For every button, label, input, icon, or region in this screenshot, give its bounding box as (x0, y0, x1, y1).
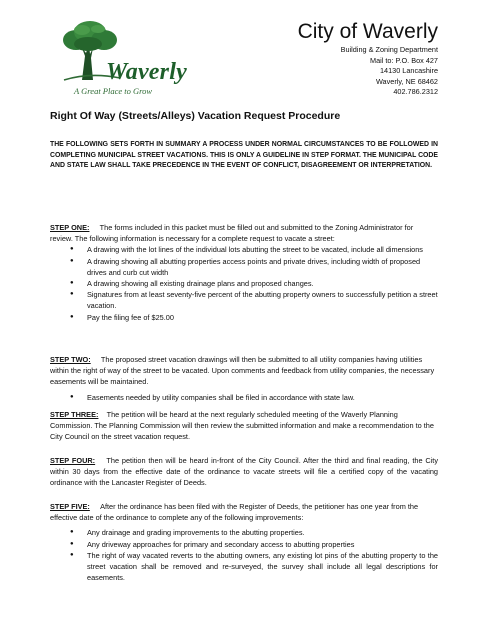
list-item: ● A drawing showing all abutting properties access points and private drives, including width of proposed drives and curb cut width (70, 256, 438, 278)
logo-wordmark: Waverly (106, 59, 187, 85)
address-line: Waverly, NE 68462 (375, 76, 438, 86)
improvements-list (50, 527, 438, 583)
step-four (50, 455, 438, 489)
requirements-list (50, 244, 438, 322)
step-text: The petition then will be heard in-front of the City Council. After the third and final reading, the City within 30 days from the effective date of the ordinance to vacate streets will file a certified copy of the vacating ordinance with the Lancaster Register of Deeds. (50, 456, 438, 488)
waverly-logo (60, 20, 200, 98)
step-text: After the ordinance has been filed with the Register of Deeds, the petitioner has one year from the effective date of the ordinance to complete any of the following improvements: (50, 502, 419, 523)
step-three (50, 409, 438, 443)
logo-tagline: A Great Place to Grow (74, 86, 153, 96)
step-label: STEP FIVE: (50, 502, 90, 511)
step-five (50, 501, 438, 583)
step-text: The petition will be heard at the next regularly scheduled meeting of the Waverly Planning Commission. The Planning Commission will then review the submitted information and make a recommendation to the City Council on the street vacation request. (50, 410, 434, 442)
address-line: Building & Zoning Department (340, 45, 438, 54)
list-item: ● Signatures from at least seventy-five percent of the abutting property owners to successfully petition a street vacation. (70, 289, 438, 311)
step-text: The proposed street vacation drawings will then be submitted to all utility companies having utilities within the right of way of the street to be vacated. Upon comments and feedback from utility companies, the necessary easements will be maintained. (50, 355, 435, 387)
list-item: ● Easements needed by utility companies shall be filed in accordance with state law. (70, 392, 438, 403)
easements-list (50, 392, 438, 403)
list-item: ● A drawing with the lot lines of the individual lots abutting the street to be vacated, include all dimensions (70, 244, 438, 255)
step-two (50, 354, 438, 403)
city-title: City of Waverly (297, 20, 438, 43)
step-label: STEP THREE: (50, 410, 99, 419)
list-item: ● Pay the filing fee of $25.00 (70, 312, 438, 323)
address-line: 14130 Lancashire (379, 66, 438, 76)
list-item: ● Any driveway approaches for primary and secondary access to abutting properties (70, 539, 438, 550)
phone-number: 402.786.2312 (393, 87, 438, 97)
step-label: STEP TWO: (50, 355, 91, 364)
list-item: ● A drawing showing all existing drainage plans and proposed changes. (70, 278, 438, 289)
document-title: Right Of Way (Streets/Alleys) Vacation Request Procedure (50, 110, 341, 122)
step-one (50, 222, 438, 323)
step-text: The forms included in this packet must be filled out and submitted to the Zoning Administrator for review. The following information is necessary for a complete request to vacate a street: (50, 223, 414, 244)
step-label: STEP ONE: (50, 223, 90, 232)
address-line: Mail to: P.O. Box 427 (369, 55, 438, 65)
department-address (341, 45, 438, 98)
list-item: ● Any drainage and grading improvements to the abutting properties. (70, 527, 438, 538)
step-label: STEP FOUR: (50, 456, 96, 465)
intro-paragraph: THE FOLLOWING SETS FORTH IN SUMMARY A PROCESS UNDER NORMAL CIRCUMSTANCES TO BE FOLLOWED IN COMPLETING MUNICIPAL STREET VACATIONS. THIS IS ONLY A GUIDELINE IN STEP FORMAT. THE MUNICIPAL CODE AND STATE LAW SHALL TAKE PRECEDENCE IN THE EVENT OF CONFLICT, DISAGREEMENT OR INTERPRETATION. (50, 141, 438, 170)
list-item: ● The right of way vacated reverts to the abutting owners, any existing lot pins of the abutting property to the street vacation shall be removed and re-surveyed, the survey shall include all legal descriptions for easements. (70, 550, 438, 584)
